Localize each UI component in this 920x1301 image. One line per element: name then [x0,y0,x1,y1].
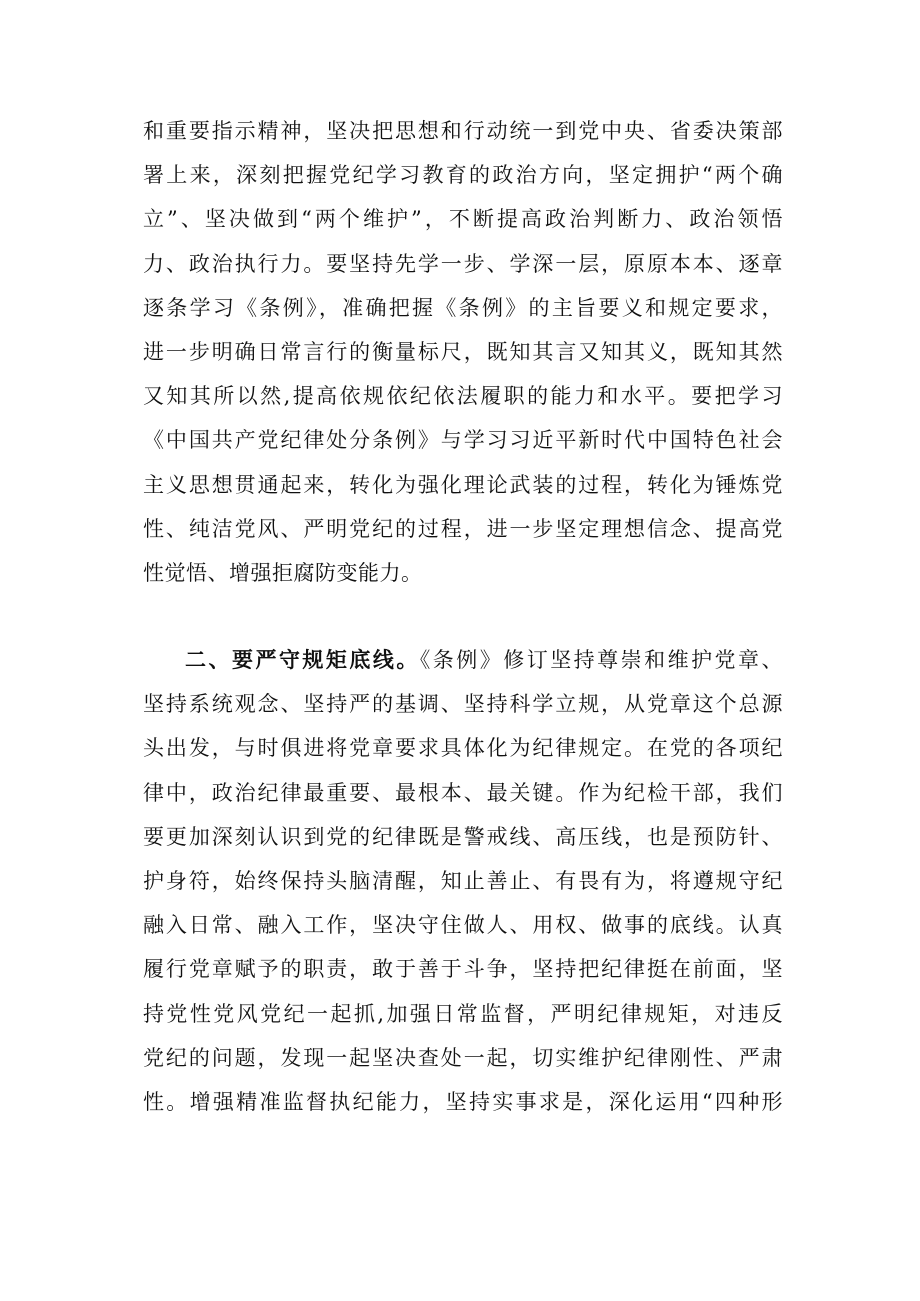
text-line: 融入日常、融入工作，坚决守住做人、用权、做事的底线。认真 [143,913,783,938]
text-line: 性觉悟、增强拒腐防变能力。 [143,560,423,585]
text-line: 《中国共产党纪律处分条例》与学习习近平新时代中国特色社会 [143,428,783,453]
text-line: 和重要指示精神，坚决把思想和行动统一到党中央、省委决策部 [143,119,783,143]
text-line: 又知其所以然,提高依规依纪依法履职的能力和水平。要把学习 [143,384,783,409]
text-line: 逐条学习《条例》，准确把握《条例》的主旨要义和规定要求， [143,295,783,320]
text-line: 署上来，深刻把握党纪学习教育的政治方向，坚定拥护“两个确 [143,163,783,188]
text-line: 进一步明确日常言行的衡量标尺，既知其言又知其义，既知其然 [143,339,783,364]
text-run: 《条例》修订坚持尊崇和维护党章、 [419,648,784,672]
text-line: 头出发，与时俱进将党章要求具体化为纪律规定。在党的各项纪 [143,736,783,761]
text-line: 党纪的问题，发现一起坚决查处一起，切实维护纪律刚性、严肃 [143,1045,783,1070]
text-line: 力、政治执行力。要坚持先学一步、学深一层，原原本本、逐章 [143,251,783,276]
text-line: 主义思想贯通起来，转化为强化理论武装的过程，转化为锤炼党 [143,472,783,497]
paragraph-2 [143,638,783,1124]
text-line: 律中，政治纪律最重要、最根本、最关键。作为纪检干部，我们 [143,780,783,805]
text-line: 持党性党风党纪一起抓,加强日常监督，严明纪律规矩，对违反 [143,1001,783,1026]
text-line: 性、纯洁党风、严明党纪的过程，进一步坚定理想信念、提高党 [143,516,783,541]
text-line: 坚持系统观念、坚持严的基调、坚持科学立规，从党章这个总源 [143,692,783,717]
text-line: 护身符，始终保持头脑清醒，知止善止、有畏有为，将遵规守纪 [143,868,783,893]
paragraph-1 [143,109,783,595]
text-line: 立”、坚决做到“两个维护”，不断提高政治判断力、政治领悟 [143,207,783,232]
paragraph-first-line [143,638,783,682]
text-line: 履行党章赋予的职责，敢于善于斗争，坚持把纪律挺在前面，坚 [143,957,783,982]
text-line: 性。增强精准监督执纪能力，坚持实事求是，深化运用“四种形 [143,1089,783,1114]
text-line: 要更加深刻认识到党的纪律既是警戒线、高压线，也是预防针、 [143,824,783,849]
section-heading: 二、要严守规矩底线。 [185,648,420,672]
